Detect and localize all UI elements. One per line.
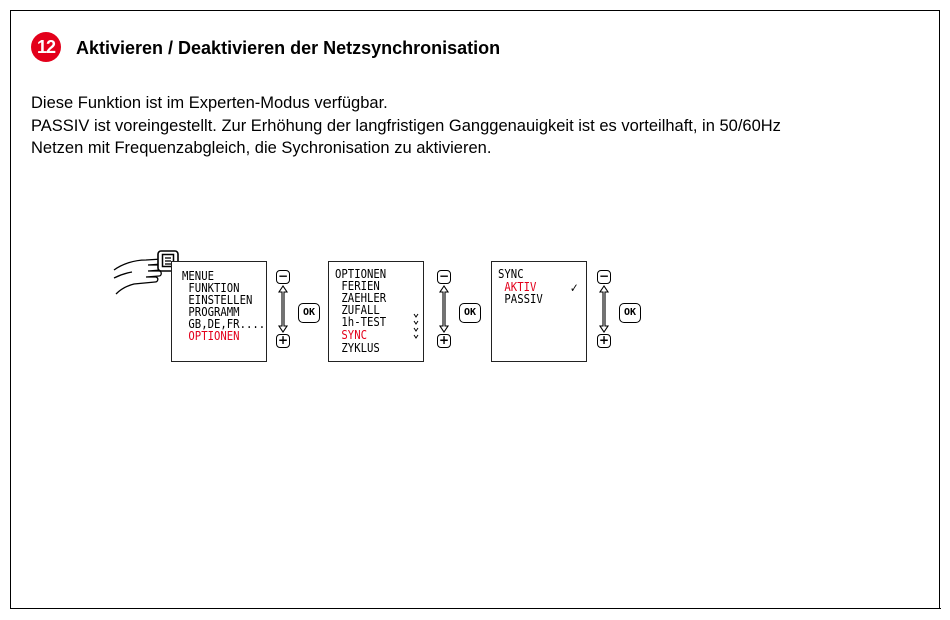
plus-button[interactable]: + — [598, 333, 610, 347]
lcd-line: MENUE — [182, 268, 214, 283]
minus-button[interactable]: − — [277, 269, 289, 283]
lcd-line: PROGRAMM — [182, 304, 240, 319]
plus-button[interactable]: + — [277, 333, 289, 347]
minus-button[interactable]: − — [438, 269, 450, 283]
lcd-line: ZUFALL — [335, 302, 380, 317]
lcd-line: ZYKLUS — [335, 340, 380, 355]
lcd-line-selected: SYNC — [335, 327, 367, 342]
paragraph-line-1: Diese Funktion ist im Experten-Modus verfügbar. — [31, 94, 388, 112]
lcd-line: PASSIV — [498, 291, 543, 306]
lcd-screen-menu — [171, 261, 267, 362]
up-down-arrow-icon — [437, 284, 451, 334]
checkmark-icon: ✓ — [570, 281, 579, 295]
lcd-line-selected: AKTIV — [498, 279, 537, 294]
lcd-line: ZAEHLER — [335, 290, 387, 305]
ok-button[interactable]: OK — [619, 303, 641, 323]
lcd-line: FUNKTION — [182, 280, 240, 295]
paragraph-line-3: Netzen mit Frequenzabgleich, die Sychronisation zu aktivieren. — [31, 139, 492, 157]
lcd-line: OPTIONEN — [335, 266, 387, 281]
up-down-arrow-icon — [597, 284, 611, 334]
lcd-screen-options — [328, 261, 424, 362]
lcd-line: FERIEN — [335, 278, 380, 293]
section-heading: Aktivieren / Deaktivieren der Netzsynchronisation — [76, 38, 501, 58]
lcd-line-selected: OPTIONEN — [182, 328, 240, 343]
ok-button[interactable]: OK — [459, 303, 481, 323]
ok-button[interactable]: OK — [298, 303, 320, 323]
lcd-screen-sync — [491, 261, 587, 362]
up-down-arrow-icon — [276, 284, 290, 334]
minus-button[interactable]: − — [598, 269, 610, 283]
paragraph-line-2: PASSIV ist voreingestellt. Zur Erhöhung der langfristigen Ganggenauigkeit ist es vorteilhaft, in 50/60Hz — [31, 117, 781, 135]
lcd-line: 1h-TEST — [335, 314, 387, 329]
lcd-line: EINSTELLEN — [182, 292, 253, 307]
lcd-line: GB,DE,FR.... — [182, 316, 266, 331]
step-number-badge: 12 — [31, 32, 61, 62]
page-frame-bottom — [10, 608, 941, 609]
plus-button[interactable]: + — [438, 333, 450, 347]
more-items-arrows-icon — [413, 312, 419, 340]
lcd-line: SYNC — [498, 266, 524, 281]
